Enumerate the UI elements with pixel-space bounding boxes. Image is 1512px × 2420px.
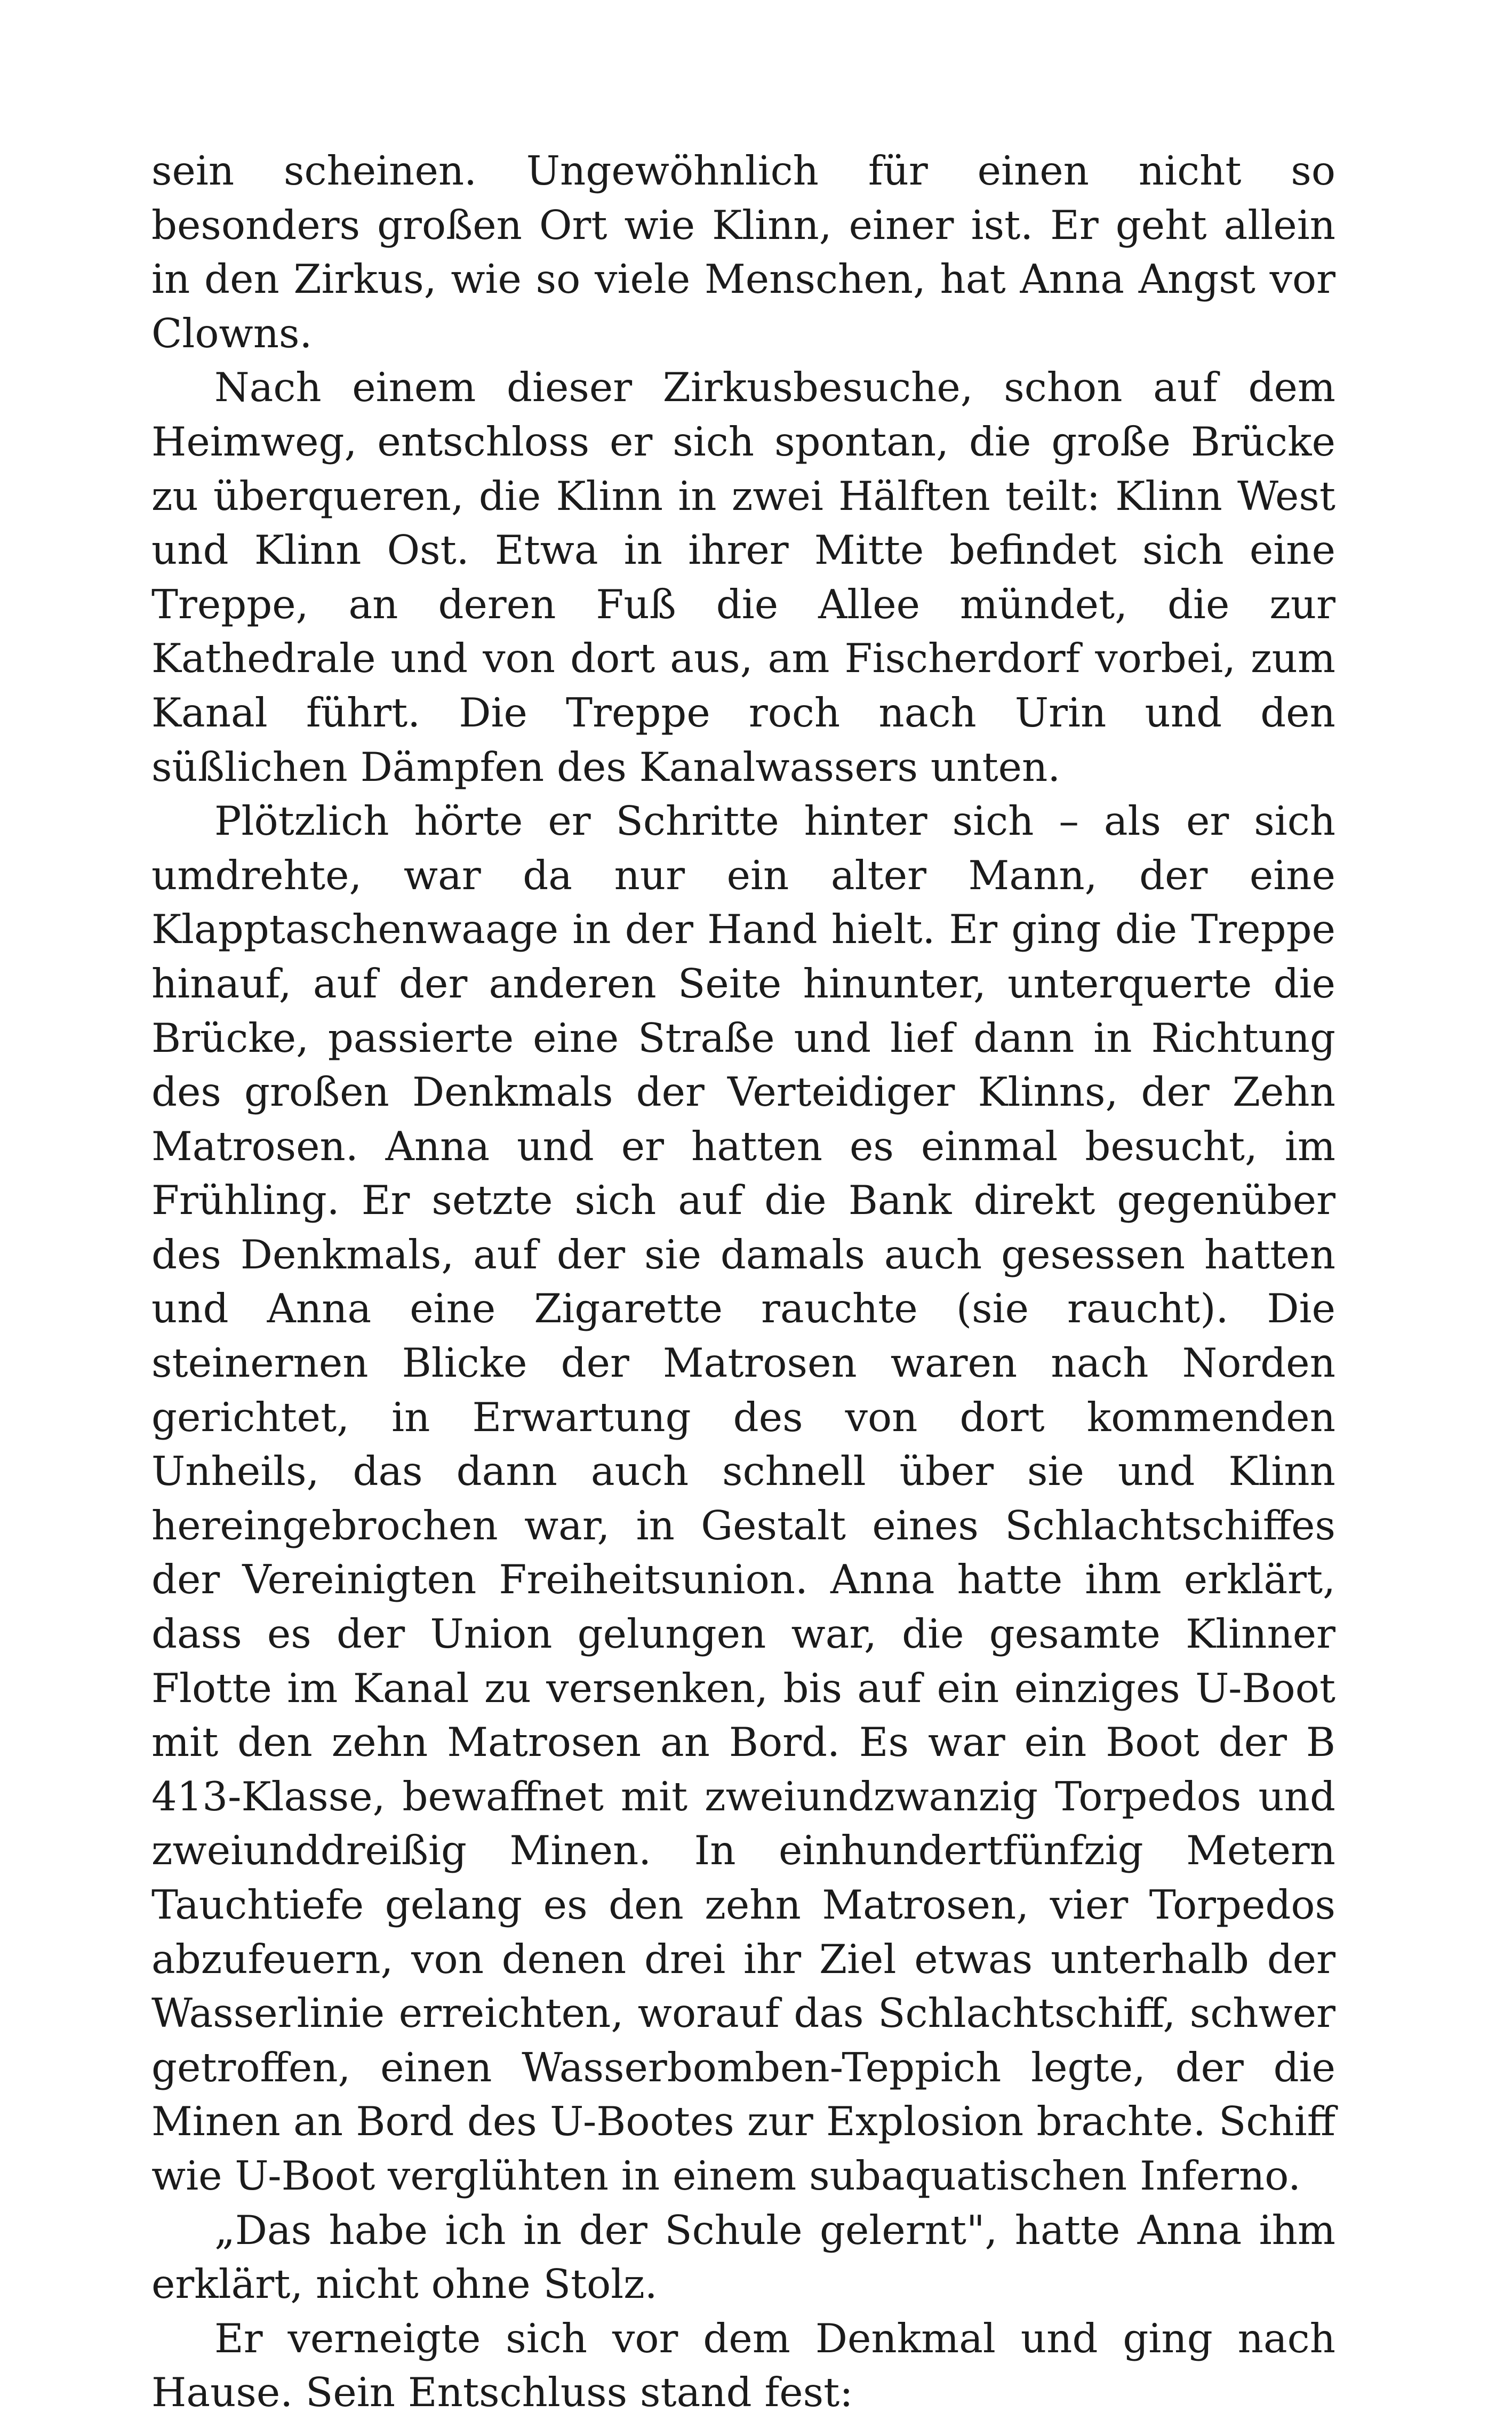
paragraph-1: sein scheinen. Ungewöhnlich für einen nicht so besonders großen Ort wie Klinn, einer ist. Er geht allein in den Zirkus, wie so viele Menschen, hat Anna Angst vor Clowns. xyxy=(151,147,1335,357)
paragraph-5: Er verneigte sich vor dem Denkmal und ging nach Hause. Sein Entschluss stand fest: xyxy=(151,2314,1335,2416)
book-page xyxy=(151,144,1335,2420)
paragraph-4: „Das habe ich in der Schule gelernt", hatte Anna ihm erklärt, nicht ohne Stolz. xyxy=(151,2206,1335,2308)
paragraph-2: Nach einem dieser Zirkusbesuche, schon auf dem Heimweg, entschloss er sich spontan, die große Brücke zu überqueren, die Klinn in zwei Hälften teilt: Klinn West und Klinn Ost. Etwa in ihrer Mitte befindet sich eine Treppe, an deren Fuß die Allee mündet, die zur Kathedrale und von dort aus, am Fischerdorf vorbei, zum Kanal führt. Die Treppe roch nach Urin und den süßlichen Dämpfen des Kanalwassers unten. xyxy=(151,364,1335,790)
paragraph-3: Plötzlich hörte er Schritte hinter sich – als er sich umdrehte, war da nur ein alter Mann, der eine Klapptaschenwaage in der Hand hielt. Er ging die Treppe hinauf, auf der anderen Seite hinunter, unterquerte die Brücke, passierte eine Straße und lief dann in Richtung des großen Denkmals der Verteidiger Klinns, der Zehn Matrosen. Anna und er hatten es einmal besucht, im Frühling. Er setzte sich auf die Bank direkt gegenüber des Denkmals, auf der sie damals auch gesessen hatten und Anna eine Zigarette rauchte (sie raucht). Die steinernen Blicke der Matrosen waren nach Norden gerichtet, in Erwartung des von dort kommenden Unheils, das dann auch schnell über sie und Klinn hereingebrochen war, in Gestalt eines Schlachtschiffes der Vereinigten Freiheitsunion. Anna hatte ihm erklärt, dass es der Union gelungen war, die gesamte Klinner Flotte im Kanal zu versenken, bis auf ein einziges U-Boot mit den zehn Matrosen an Bord. Es war ein Boot der B 413-Klasse, bewaffnet mit zweiundzwanzig Torpedos und zweiunddreißig Minen. In einhundertfünfzig Metern Tauchtiefe gelang es den zehn Matrosen, vier Torpedos abzufeuern, von denen drei ihr Ziel etwas unterhalb der Wasserlinie erreichten, worauf das Schlachtschiff, schwer getroffen, einen Wasserbomben-Teppich legte, der die Minen an Bord des U-Bootes zur Explosion brachte. Schiff wie U-Boot verglühten in einem subaquatischen Inferno. xyxy=(151,797,1335,2199)
